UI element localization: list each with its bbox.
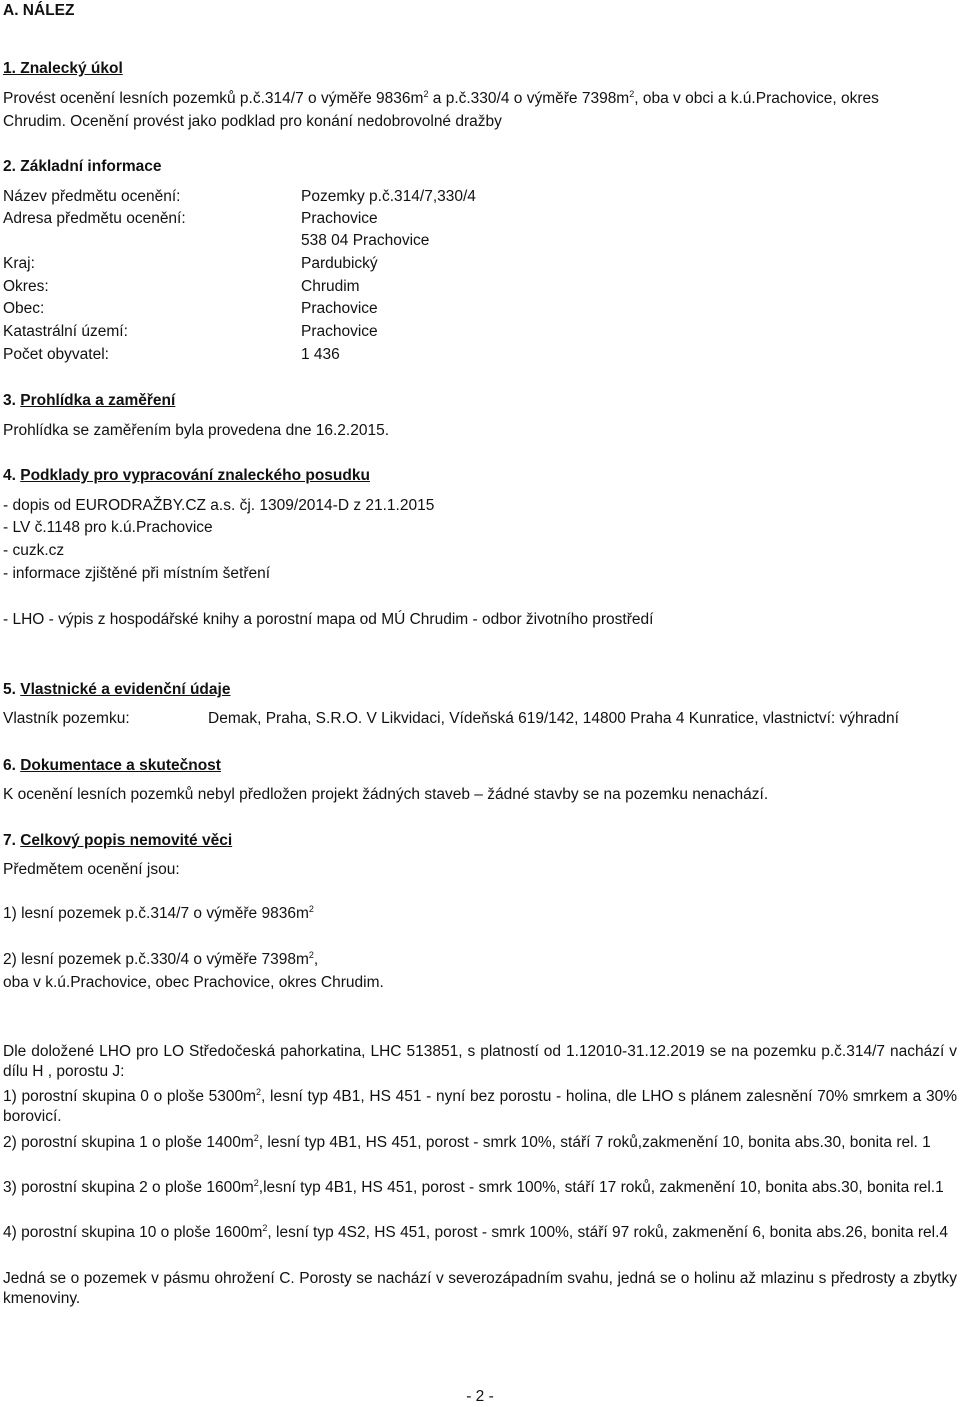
info-value: 538 04 Prachovice [301,232,430,249]
stand-text: 1) porostní skupina 0 o ploše 5300m [3,1088,257,1105]
info-label: Katastrální území: [3,323,128,340]
stand-text: 2) porostní skupina 1 o ploše 1400m [3,1134,254,1151]
section-number: 7. [3,832,21,849]
closing-paragraph: Jedná se o pozemek v pásmu ohrožení C. Porosty se nachází v severozápadním svahu, jedná se o holinu až mlazinu s předrosty a zbytky kmenoviny. [3,1270,957,1307]
info-value: Pardubický [301,255,378,272]
section-title-text: Dokumentace a skutečnost [20,757,221,774]
info-value: Prachovice [301,300,378,317]
info-label: Obec: [3,300,45,317]
info-label: Název předmětu ocenění: [3,188,181,205]
section-1-text-a: Provést ocenění lesních pozemků p.č.314/7 o výměře 9836m [3,90,424,107]
section-1-text-c: , oba v obci a k.ú.Prachovice, okres [634,90,879,107]
stand-group-1 [3,1087,957,1127]
stand-group-3 [3,1178,957,1198]
section-title-text: Prohlídka a zaměření [20,392,176,409]
superscript: 2 [256,1087,262,1097]
parcel-text: 1) lesní pozemek p.č.314/7 o výměře 9836m [3,905,309,922]
owner-value: Demak, Praha, S.R.O. V Likvidaci, Vídeňská 619/142, 14800 Praha 4 Kunratice, vlastnictví: výhradní [208,710,899,727]
section-5-title [3,680,230,700]
owner-label: Vlastník pozemku: [3,710,130,727]
section-2-title: 2. Základní informace [3,158,162,175]
parcel-location: oba v k.ú.Prachovice, obec Prachovice, okres Chrudim. [3,974,384,991]
source-item: - dopis od EURODRAŽBY.CZ a.s. čj. 1309/2014-D z 21.1.2015 [3,497,435,514]
stand-group-4 [3,1223,957,1243]
section-6-title [3,756,221,776]
superscript: 2 [308,904,314,914]
section-1-line-2: Chrudim. Ocenění provést jako podklad pro konání nedobrovolné dražby [3,113,502,130]
section-1-line-1 [3,89,879,109]
stand-text: , lesní typ 4B1, HS 451 - nyní bez porostu - holina, dle LHO s plánem zalesnění 70% smrkem a 30% borovicí. [3,1088,957,1125]
section-number: 3. [3,392,21,409]
section-7-intro: Předmětem ocenění jsou: [3,861,180,878]
info-value: Prachovice [301,210,378,227]
stand-text: , lesní typ 4S2, HS 451, porost - smrk 100%, stáří 97 roků, zakmenění 6, bonita abs.26, bonita rel.4 [267,1224,949,1241]
section-6-text: K ocenění lesních pozemků nebyl předložen projekt žádných staveb – žádné stavby se na pozemku nenachází. [3,786,769,803]
section-title-text: Podklady pro vypracování znaleckého posudku [20,467,370,484]
section-title-text: Vlastnické a evidenční údaje [20,681,231,698]
superscript: 2 [308,950,314,960]
source-item: - LHO - výpis z hospodářské knihy a porostní mapa od MÚ Chrudim - odbor životního prostředí [3,611,654,628]
source-item: - cuzk.cz [3,542,65,559]
lho-intro-paragraph: Dle doložené LHO pro LO Středočeská pahorkatina, LHC 513851, s platností od 1.12010-31.12.2019 se na pozemku p.č.314/7 nachází v dílu H , porostu J: [3,1043,957,1080]
section-1-title: 1. Znalecký úkol [3,60,123,77]
section-4-title [3,466,370,486]
section-number: 4. [3,467,21,484]
superscript: 2 [253,1178,259,1188]
parcel-item [3,904,314,924]
superscript: 2 [262,1223,268,1233]
source-item: - informace zjištěné při místním šetření [3,565,271,582]
source-item: - LV č.1148 pro k.ú.Prachovice [3,519,213,536]
info-value: Prachovice [301,323,378,340]
stand-text: ,lesní typ 4B1, HS 451, porost - smrk 100%, stáří 17 roků, zakmenění 10, bonita abs.30, bonita rel.1 [258,1179,944,1196]
stand-text: 3) porostní skupina 2 o ploše 1600m [3,1179,254,1196]
section-title-text: Celkový popis nemovité věci [20,832,233,849]
section-number: 6. [3,757,21,774]
parcel-item [3,950,318,970]
superscript: 2 [629,89,635,99]
page-number: - 2 - [466,1388,494,1405]
info-label: Okres: [3,278,49,295]
parcel-text: 2) lesní pozemek p.č.330/4 o výměře 7398m [3,951,309,968]
parcel-text-tail: , [313,951,319,968]
superscript: 2 [423,89,429,99]
info-label: Počet obyvatel: [3,346,109,363]
stand-text: 4) porostní skupina 10 o ploše 1600m [3,1224,263,1241]
info-label: Adresa předmětu ocenění: [3,210,186,227]
info-value: Pozemky p.č.314/7,330/4 [301,188,476,205]
section-7-title [3,831,232,851]
document-heading: A. NÁLEZ [3,2,75,19]
stand-text: , lesní typ 4B1, HS 451, porost - smrk 10%, stáří 7 roků,zakmenění 10, bonita abs.30, bonita rel. 1 [258,1134,931,1151]
section-3-title [3,391,175,411]
info-label: Kraj: [3,255,35,272]
info-value: 1 436 [301,346,340,363]
section-number: 5. [3,681,21,698]
info-value: Chrudim [301,278,360,295]
section-1-text-b: a p.č.330/4 o výměře 7398m [428,90,630,107]
stand-group-2 [3,1133,957,1153]
section-3-text: Prohlídka se zaměřením byla provedena dne 16.2.2015. [3,422,390,439]
superscript: 2 [253,1133,259,1143]
